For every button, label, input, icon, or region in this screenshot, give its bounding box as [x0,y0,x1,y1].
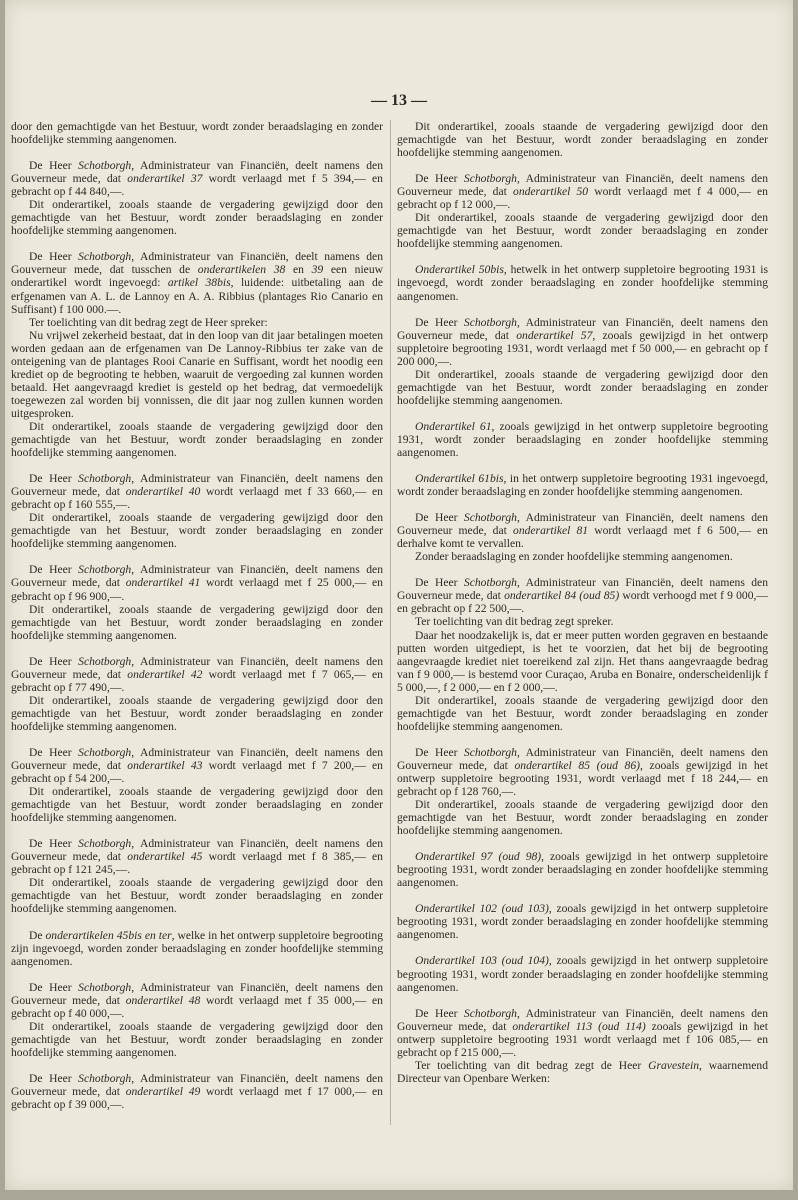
paragraph: Ter toelichting van dit bedrag zegt de Heer spreker: [29,315,268,329]
paragraph: Dit onderartikel, zooals staande de vergadering gewijzigd door den gemachtigde van het Bestuur, wordt zonder beraadslaging en zonder hoofdelijke stemming aangenomen. [397,367,768,407]
paragraph: De Heer Schotborgh, Administrateur van Financiën, deelt namens den Gouverneur mede, dat onderartikel 41 wordt verlaagd met f 25 000,— en gebracht op f 96 900,—. [11,563,383,603]
paragraph: Onderartikel 97 (oud 98), zooals gewijzigd in het ontwerp suppletoire begrooting 1931, wordt zonder beraadslaging en zonder hoofdelijke stemming aangenomen. [397,850,768,890]
paragraph: Nu vrijwel zekerheid bestaat, dat in den loop van dit jaar betalingen moeten worden gedaan aan de erfgenamen van De Lannoy-Ribbius ter zake van de onteigening van de plantages Rooi Canarie en Suffisant, wordt het noodig een krediet op de begrooting te hebben, waaruit de vergoeding zal kunnen worden betaald. Het aangevraagd krediet is gesteld op het bedrag, dat vermoedelijk toegewezen zal worden bij vonnissen, die dit jaar nog zullen kunnen worden uitgesproken. [11,328,383,420]
paragraph: Daar het noodzakelijk is, dat er meer putten worden gegraven en bestaande putten worden uitgediept, is het te voorzien, dat het bij de begrooting aangevraagde krediet niet toereikend zal zijn. Het thans aangevraagde bedrag van f 9 000,— is bestemd voor Curaçao, Aruba en Bonaire, onderscheidenlijk f 5 000,—, f 2 000,— en f 2 000,—. [397,628,768,694]
paragraph: De Heer Schotborgh, Administrateur van Financiën, deelt namens den Gouverneur mede, dat onderartikel 40 wordt verlaagd met f 33 660,— en gebracht op f 160 555,—. [11,472,383,512]
paragraph: Dit onderartikel, zooals staande de vergadering gewijzigd door den gemachtigde van het Bestuur, wordt zonder beraadslaging en zonder hoofdelijke stemming aangenomen. [397,211,768,251]
paragraph: Dit onderartikel, zooals staande de vergadering gewijzigd door den gemachtigde van het Bestuur, wordt zonder beraadslaging en zonder hoofdelijke stemming aangenomen. [11,785,383,825]
paragraph: De Heer Schotborgh, Administrateur van Financiën, deelt namens den Gouverneur mede, dat onderartikel 50 wordt verlaagd met f 4 000,— en gebracht op f 12 000,—. [397,172,768,212]
paragraph: De Heer Schotborgh, Administrateur van Financiën, deelt namens den Gouverneur mede, dat onderartikel 81 wordt verlaagd met f 6 500,— en derhalve komt te vervallen. [397,511,768,551]
paragraph: Onderartikel 61bis, in het ontwerp suppletoire begrooting 1931 ingevoegd, wordt zonder beraadslaging en zonder hoofdelijke stemming aangenomen. [397,472,768,499]
paragraph: door den gemachtigde van het Bestuur, wordt zonder beraadslaging en zonder hoofdelijke stemming aangenomen. [11,120,383,147]
paragraph: Dit onderartikel, zooals staande de vergadering gewijzigd door den gemachtigde van het Bestuur, wordt zonder beraadslaging en zonder hoofdelijke stemming aangenomen. [397,693,768,733]
paragraph: Dit onderartikel, zooals staande de vergadering gewijzigd door den gemachtigde van het Bestuur, wordt zonder beraadslaging en zonder hoofdelijke stemming aangenomen. [11,511,383,551]
paragraph: Onderartikel 103 (oud 104), zooals gewijzigd in het ontwerp suppletoire begrooting 1931, wordt zonder beraadslaging en zonder hoofdelijke stemming aangenomen. [397,954,768,994]
paragraph: De Heer Schotborgh, Administrateur van Financiën, deelt namens den Gouverneur mede, dat onderartikel 49 wordt verlaagd met f 17 000,— en gebracht op f 39 000,—. [11,1071,383,1112]
paragraph: De Heer Schotborgh, Administrateur van Financiën, deelt namens den Gouverneur mede, dat onderartikel 43 wordt verlaagd met f 7 200,— en gebracht op f 54 200,—. [11,745,383,786]
paragraph: De Heer Schotborgh, Administrateur van Financiën, deelt namens den Gouverneur mede, dat onderartikel 37 wordt verlaagd met f 5 394,— en gebracht op f 44 840,—. [11,159,383,199]
paragraph: De onderartikelen 45bis en ter, welke in het ontwerp suppletoire begrooting zijn ingevoegd, worden zonder beraadslaging en zonder hoofdelijke stemming aangenomen. [11,928,383,968]
paragraph: De Heer Schotborgh, Administrateur van Financiën, deelt namens den Gouverneur mede, dat onderartikel 85 (oud 86), zooals gewijzigd in het ontwerp suppletoire begrooting 1931, wordt verlaagd met f 18 244,— en gebracht op f 128 760,—. [397,745,768,799]
paragraph: Dit onderartikel, zooals staande de vergadering gewijzigd door den gemachtigde van het Bestuur, wordt zonder beraadslaging en zonder hoofdelijke stemming aangenomen. [11,1019,383,1059]
paragraph: De Heer Schotborgh, Administrateur van Financiën, deelt namens den Gouverneur mede, dat onderartikel 48 wordt verlaagd met f 35 000,— en gebracht op f 40 000,—. [11,980,383,1020]
paragraph: Ter toelichting van dit bedrag zegt spreker. [415,615,614,629]
paragraph: De Heer Schotborgh, Administrateur van Financiën, deelt namens den Gouverneur mede, dat onderartikel 45 wordt verlaagd met f 8 385,— en gebracht op f 121 245,—. [11,837,383,877]
page-number: — 13 — [371,92,427,109]
paragraph: Zonder beraadslaging en zonder hoofdelijke stemming aangenomen. [415,550,733,564]
paragraph: De Heer Schotborgh, Administrateur van Financiën, deelt namens den Gouverneur mede, dat onderartikel 42 wordt verlaagd met f 7 065,— en gebracht op f 77 490,—. [11,654,383,694]
paragraph: Dit onderartikel, zooals staande de vergadering gewijzigd door den gemachtigde van het Bestuur, wordt zonder beraadslaging en zonder hoofdelijke stemming aangenomen. [11,602,383,642]
paragraph: Onderartikel 61, zooals gewijzigd in het ontwerp suppletoire begrooting 1931, wordt zonder beraadslaging en zonder hoofdelijke stemming aangenomen. [397,419,768,459]
paragraph: De Heer Schotborgh, Administrateur van Financiën, deelt namens den Gouverneur mede, dat onderartikel 84 (oud 85) wordt verhoogd met f 9 000,— en gebracht op f 22 500,—. [397,576,768,616]
paragraph: Dit onderartikel, zooals staande de vergadering gewijzigd door den gemachtigde van het Bestuur, wordt zonder beraadslaging en zonder hoofdelijke stemming aangenomen. [11,693,383,733]
paragraph: De Heer Schotborgh, Administrateur van Financiën, deelt namens den Gouverneur mede, dat tusschen de onderartikelen 38 en 39 een nieuw onderartikel wordt ingevoegd: artikel 38bis, luidende: uitbetaling aan de erfgenamen van A. L. de Lannoy en A. A. Ribbius (plantages Rio Canario en Suffisant) f 100 000.—. [11,250,383,316]
paragraph: Dit onderartikel, zooals staande de vergadering gewijzigd door den gemachtigde van het Bestuur, wordt zonder beraadslaging en zonder hoofdelijke stemming aangenomen. [11,876,383,916]
document-page [5,0,793,1190]
paragraph: De Heer Schotborgh, Administrateur van Financiën, deelt namens den Gouverneur mede, dat onderartikel 113 (oud 114) zooals gewijzigd in het ontwerp suppletoire begrooting 1931 wordt verlaagd met f 106 085,— en gebracht op f 215 000,—. [397,1006,768,1059]
left-column [11,120,383,1111]
paragraph: Onderartikel 102 (oud 103), zooals gewijzigd in het ontwerp suppletoire begrooting 1931, wordt zonder beraadslaging en zonder hoofdelijke stemming aangenomen. [397,902,768,942]
right-column [397,120,768,1085]
paragraph: Dit onderartikel, zooals staande de vergadering gewijzigd door den gemachtigde van het Bestuur, wordt zonder beraadslaging en zonder hoofdelijke stemming aangenomen. [11,198,383,238]
paragraph: Dit onderartikel, zooals staande de vergadering gewijzigd door den gemachtigde van het Bestuur, wordt zonder beraadslaging en zonder hoofdelijke stemming aangenomen. [397,798,768,838]
paragraph: De Heer Schotborgh, Administrateur van Financiën, deelt namens den Gouverneur mede, dat onderartikel 57, zooals gewijzigd in het ontwerp suppletoire begrooting 1931, wordt verlaagd met f 50 000,— en gebracht op f 200 000,—. [397,315,768,368]
paragraph: Dit onderartikel, zooals staande de vergadering gewijzigd door den gemachtigde van het Bestuur, wordt zonder beraadslaging en zonder hoofdelijke stemming aangenomen. [11,419,383,460]
paragraph: Onderartikel 50bis, hetwelk in het ontwerp suppletoire begrooting 1931 is ingevoegd, wordt zonder beraadslaging en zonder hoofdelijke stemming aangenomen. [397,263,768,303]
paragraph: Dit onderartikel, zooals staande de vergadering gewijzigd door den gemachtigde van het Bestuur, wordt zonder beraadslaging en zonder hoofdelijke stemming aangenomen. [397,120,768,160]
column-divider [390,120,391,1125]
paragraph: Ter toelichting van dit bedrag zegt de Heer Gravestein, waarnemend Directeur van Openbare Werken: [397,1058,768,1085]
